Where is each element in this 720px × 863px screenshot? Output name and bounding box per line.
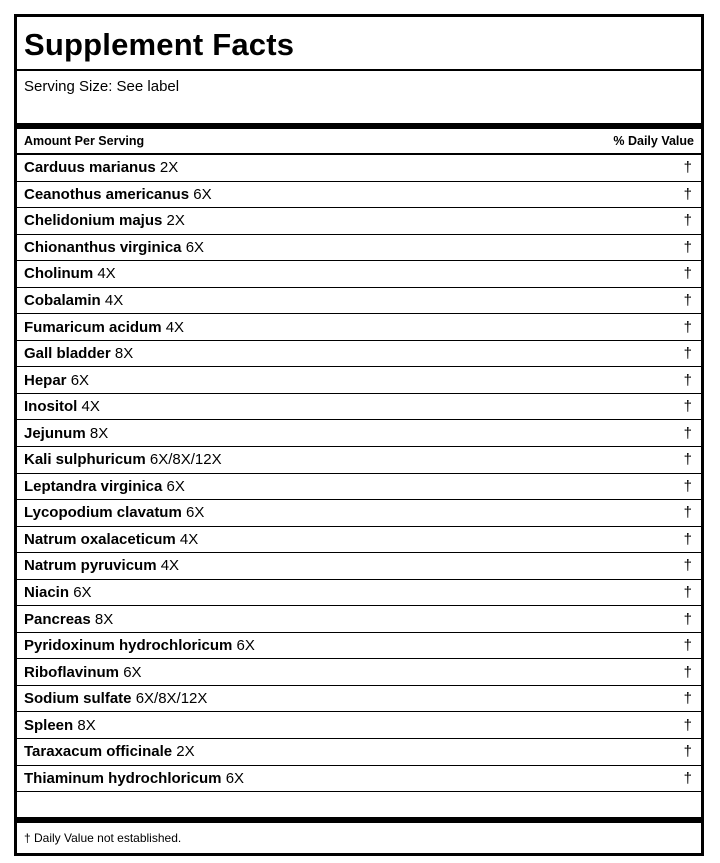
ingredient-list [17,155,701,792]
ingredient-potency: 2X [166,212,185,230]
daily-value-dagger: † [683,212,692,230]
ingredient-row [17,261,701,288]
daily-value-dagger: † [683,265,692,283]
ingredient-text [24,425,108,442]
ingredient-text [24,345,133,362]
ingredient-name: Niacin [24,584,70,602]
ingredient-name: Chelidonium majus [24,212,163,230]
ingredient-potency: 2X [159,159,179,177]
ingredient-potency: 6X [236,637,255,655]
ingredient-text [24,717,96,734]
daily-value-dagger: † [683,477,692,495]
ingredient-potency: 6X [73,584,92,602]
ingredient-name: Natrum oxalaceticum [24,530,176,548]
ingredient-potency: 4X [165,318,185,336]
ingredient-potency: 8X [94,610,114,628]
ingredient-name: Sodium sulfate [24,690,132,708]
ingredient-text [24,265,116,282]
daily-value-dagger: † [683,557,692,575]
daily-value-dagger: † [683,530,692,548]
ingredient-potency: 6X [193,185,212,203]
ingredient-row [17,500,701,527]
ingredient-name: Cholinum [24,265,94,283]
ingredient-text [24,743,195,760]
ingredient-text [24,611,113,628]
ingredient-text [24,557,179,574]
ingredient-row [17,288,701,315]
ingredient-text [24,770,244,787]
daily-value-dagger: † [683,504,692,522]
ingredient-name: Thiaminum hydrochloricum [24,769,222,787]
ingredient-row [17,712,701,739]
ingredient-row [17,341,701,368]
daily-value-header: % Daily Value [613,134,694,148]
ingredient-row [17,420,701,447]
ingredient-row [17,606,701,633]
ingredient-row [17,633,701,660]
ingredient-text [24,504,204,521]
ingredient-name: Lycopodium clavatum [24,504,182,522]
ingredient-row [17,447,701,474]
daily-value-dagger: † [683,398,692,416]
ingredient-potency: 6X/8X/12X [135,690,208,708]
ingredient-name: Kali sulphuricum [24,451,146,469]
ingredient-potency: 4X [81,398,100,416]
daily-value-dagger: † [683,610,692,628]
serving-size: Serving Size: See label [24,78,180,95]
daily-value-dagger: † [683,637,692,655]
ingredient-potency: 2X [176,743,195,761]
ingredient-row [17,394,701,421]
ingredient-row [17,580,701,607]
daily-value-dagger: † [683,318,692,336]
ingredient-name: Riboflavinum [24,663,120,681]
ingredient-potency: 6X/8X/12X [149,451,222,469]
ingredient-text [24,292,123,309]
daily-value-dagger: † [683,584,692,602]
ingredient-name: Ceanothus americanus [24,185,190,203]
ingredient-row [17,766,701,793]
ingredient-text [24,637,255,654]
daily-value-dagger: † [683,159,692,177]
daily-value-dagger: † [683,238,692,256]
ingredient-potency: 8X [89,424,109,442]
ingredient-text [24,584,92,601]
ingredient-row [17,155,701,182]
ingredient-row [17,367,701,394]
ingredient-potency: 4X [179,530,199,548]
daily-value-dagger: † [683,716,692,734]
ingredient-name: Chionanthus virginica [24,238,182,256]
footnote: † Daily Value not established. [17,817,701,853]
ingredient-text [24,159,178,176]
ingredient-row [17,686,701,713]
column-header-row [17,129,701,155]
ingredient-name: Inositol [24,398,78,416]
daily-value-dagger: † [683,345,692,363]
ingredient-text [24,531,198,548]
ingredient-potency: 6X [185,238,205,256]
ingredient-potency: 4X [160,557,180,575]
supplement-facts-panel [14,14,704,856]
ingredient-name: Taraxacum officinale [24,743,173,761]
daily-value-dagger: † [683,424,692,442]
ingredient-potency: 8X [77,716,96,734]
ingredient-name: Cobalamin [24,292,101,309]
ingredient-name: Pyridoxinum hydrochloricum [24,637,233,655]
daily-value-dagger: † [683,690,692,708]
ingredient-potency: 6X [70,371,90,389]
ingredient-row [17,527,701,554]
ingredient-name: Hepar [24,371,67,389]
daily-value-dagger: † [683,292,692,309]
ingredient-potency: 6X [185,504,205,522]
amount-per-serving-header: Amount Per Serving [24,134,145,148]
ingredient-text [24,690,207,707]
ingredient-row [17,659,701,686]
ingredient-name: Gall bladder [24,345,111,363]
ingredient-potency: 4X [104,292,124,309]
ingredient-name: Leptandra virginica [24,477,163,495]
ingredient-potency: 4X [97,265,116,283]
daily-value-dagger: † [683,743,692,761]
ingredient-row [17,474,701,501]
ingredient-row [17,208,701,235]
ingredient-text [24,186,212,203]
daily-value-dagger: † [683,663,692,681]
ingredient-text [24,212,185,229]
ingredient-text [24,451,222,468]
panel-title: Supplement Facts [17,17,701,71]
ingredient-text [24,372,89,389]
ingredient-row [17,553,701,580]
ingredient-name: Spleen [24,716,74,734]
ingredient-name: Jejunum [24,424,86,442]
ingredient-potency: 8X [114,345,134,363]
ingredient-text [24,319,184,336]
ingredient-text [24,239,204,256]
ingredient-name: Pancreas [24,610,91,628]
ingredient-name: Natrum pyruvicum [24,557,157,575]
ingredient-row [17,314,701,341]
ingredient-potency: 6X [225,769,245,787]
daily-value-dagger: † [683,769,692,787]
ingredient-name: Fumaricum acidum [24,318,162,336]
ingredient-row [17,182,701,209]
ingredient-row [17,739,701,766]
ingredient-text [24,398,100,415]
ingredient-text [24,478,185,495]
ingredient-name: Carduus marianus [24,159,156,177]
ingredient-text [24,664,142,681]
daily-value-dagger: † [683,451,692,469]
ingredient-row [17,235,701,262]
daily-value-dagger: † [683,185,692,203]
daily-value-dagger: † [683,371,692,389]
ingredient-potency: 6X [166,477,185,495]
ingredient-potency: 6X [123,663,142,681]
